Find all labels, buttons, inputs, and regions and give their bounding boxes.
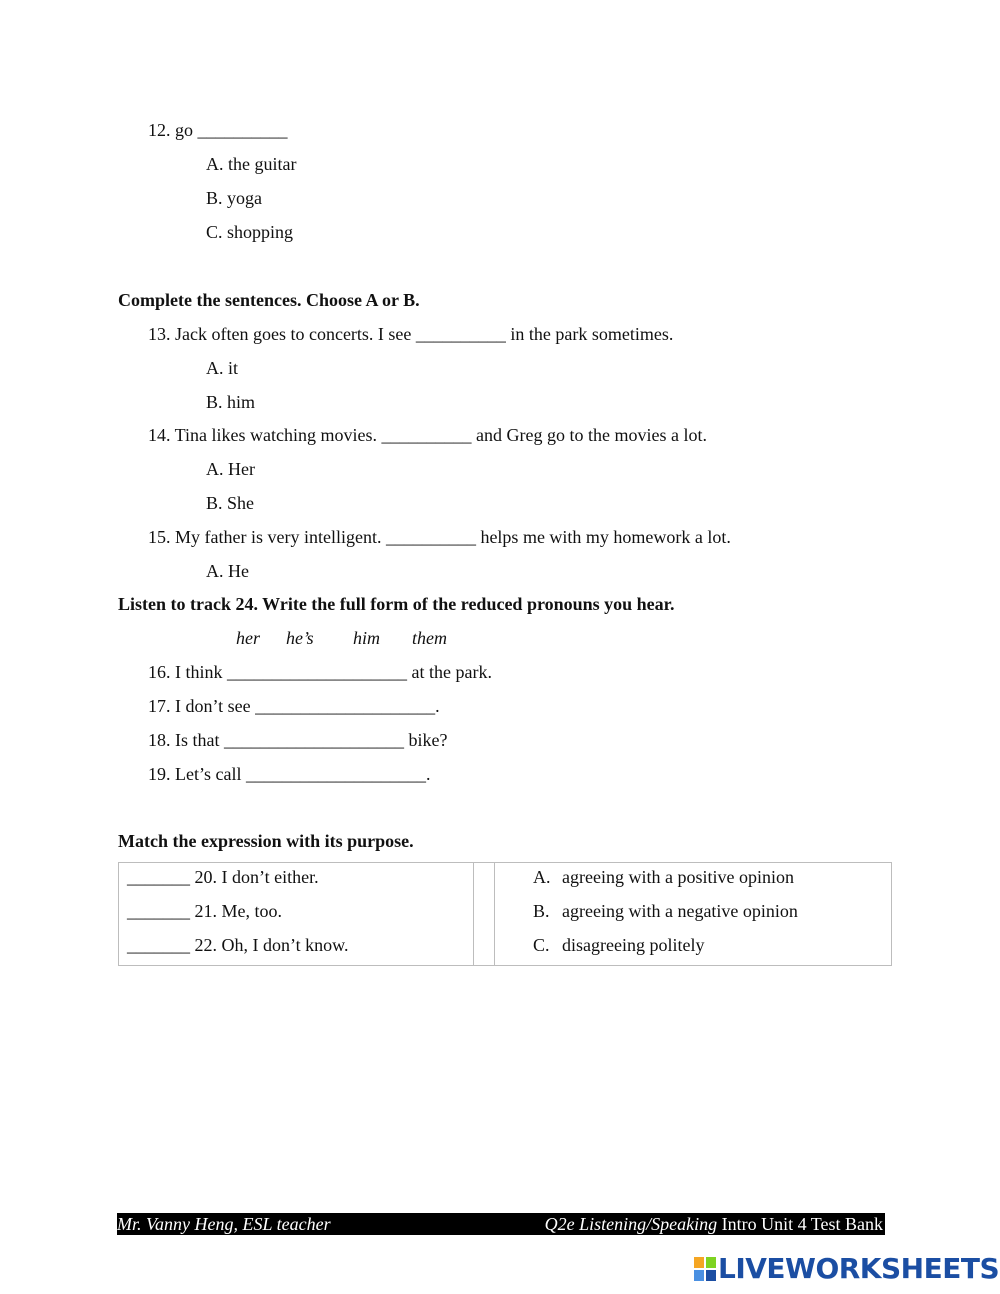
footer-book-info	[545, 1213, 883, 1235]
footer-book-rest: Intro Unit 4 Test Bank	[717, 1214, 883, 1234]
q12-option-a: A. the guitar	[206, 154, 297, 174]
section-heading-complete-sentences: Complete the sentences. Choose A or B.	[118, 290, 420, 310]
purpose-text: agreeing with a positive opinion	[562, 867, 794, 887]
question-12-stem: 12. go __________	[148, 120, 288, 140]
word-bank-item: him	[353, 628, 380, 648]
q15-option-a: A. He	[206, 561, 249, 581]
q13-option-b: B. him	[206, 392, 256, 412]
expression-22: _______ 22. Oh, I don’t know.	[127, 935, 349, 955]
expression-20: _______ 20. I don’t either.	[127, 867, 319, 887]
question-13-stem: 13. Jack often goes to concerts. I see __________ in the park sometimes.	[148, 324, 674, 344]
purpose-b	[495, 897, 891, 931]
liveworksheets-brand[interactable]	[694, 1254, 999, 1284]
question-15-stem: 15. My father is very intelligent. __________ helps me with my homework a lot.	[148, 527, 731, 547]
logo-square	[694, 1257, 704, 1268]
q13-option-a: A. it	[206, 358, 239, 378]
purpose-text: disagreeing politely	[562, 935, 705, 955]
logo-square	[694, 1270, 704, 1281]
logo-square	[706, 1270, 716, 1281]
question-14-stem: 14. Tina likes watching movies. __________ and Greg go to the movies a lot.	[148, 425, 707, 445]
expressions-column	[119, 863, 474, 966]
word-bank	[0, 627, 1000, 649]
word-bank-item: he’s	[286, 628, 314, 648]
section-heading-match: Match the expression with its purpose.	[118, 831, 414, 851]
question-17: 17. I don’t see ____________________.	[148, 696, 440, 716]
liveworksheets-wordmark: LIVEWORKSHEETS	[718, 1252, 1000, 1285]
purpose-c	[495, 931, 891, 965]
purpose-letter: C.	[533, 935, 550, 955]
q12-option-b: B. yoga	[206, 188, 262, 208]
question-18: 18. Is that ____________________ bike?	[148, 730, 448, 750]
purpose-letter: A.	[533, 867, 551, 887]
q14-option-a: A. Her	[206, 459, 255, 479]
purpose-text: agreeing with a negative opinion	[562, 901, 798, 921]
q12-option-c: C. shopping	[206, 222, 294, 242]
question-16: 16. I think ____________________ at the park.	[148, 662, 492, 682]
spacer-column	[474, 863, 495, 966]
word-bank-item: them	[412, 628, 447, 648]
expression-21: _______ 21. Me, too.	[127, 901, 282, 921]
q14-option-b: B. She	[206, 493, 255, 513]
page-footer	[117, 1213, 885, 1235]
purpose-a	[495, 863, 891, 897]
question-19: 19. Let’s call ____________________.	[148, 764, 431, 784]
footer-author: Mr. Vanny Heng, ESL teacher	[117, 1214, 331, 1234]
matching-table	[118, 862, 892, 966]
section-heading-listen-track: Listen to track 24. Write the full form of the reduced pronouns you hear.	[118, 594, 675, 614]
word-bank-item: her	[236, 628, 260, 648]
liveworksheets-logo-icon	[694, 1257, 716, 1281]
footer-book-title: Q2e Listening/Speaking	[544, 1214, 718, 1234]
purposes-column	[495, 863, 892, 966]
logo-square	[706, 1257, 716, 1268]
purpose-letter: B.	[533, 901, 550, 921]
